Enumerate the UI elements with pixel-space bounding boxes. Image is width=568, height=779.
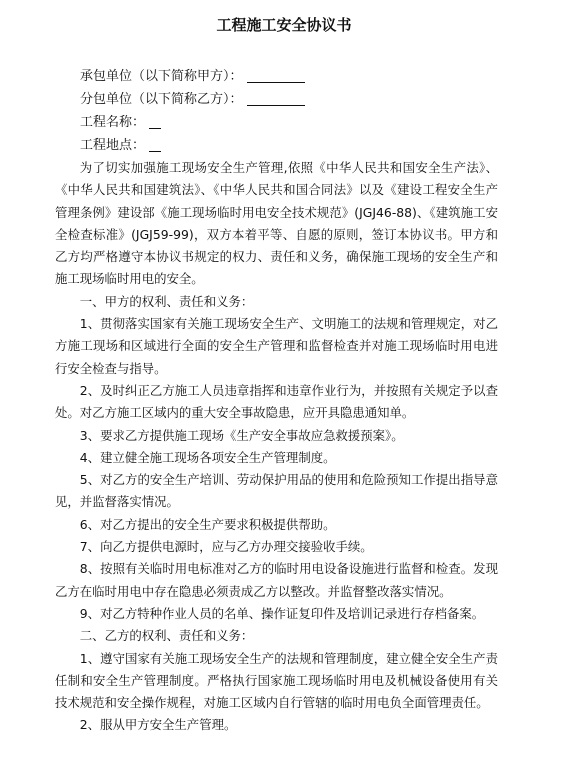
subcontractor-field: [80, 88, 568, 111]
contractor-field: [80, 65, 568, 88]
section-heading-party-b: 二、乙方的权利、责任和义务：: [79, 628, 254, 644]
clause-paragraph: 3、要求乙方提供施工现场《生产安全事故应急救援预案》。: [79, 427, 404, 443]
project-location-field: [80, 134, 568, 157]
clause-paragraph: 9、对乙方特种作业人员的名单、操作证复印件及培训记录进行存档备案。: [79, 605, 485, 621]
project-name-blank[interactable]: [149, 114, 161, 129]
project-location-blank[interactable]: [149, 137, 161, 152]
clause-paragraph: 1、贯彻落实国家有关施工现场安全生产、文明施工的法规和管理规定，对乙方施工现场和区域进行全面的安全生产管理和监督检查并对施工现场临时用电进行安全检查与指导。: [55, 316, 498, 376]
subcontractor-blank[interactable]: [247, 91, 305, 106]
clause-paragraph: 6、对乙方提出的安全生产要求积极提供帮助。: [79, 516, 336, 532]
project-name-label: 工程名称：: [80, 115, 146, 130]
project-name-field: [80, 111, 568, 134]
document-body: [55, 157, 498, 737]
contractor-label: 承包单位（以下简称甲方）：: [80, 69, 243, 84]
clause-paragraph: 4、建立健全施工现场各项安全生产管理制度。: [79, 449, 336, 465]
clause-paragraph: 8、按照有关临时用电标准对乙方的临时用电设备设施进行监督和检查。发现乙方在临时用电中存在隐患必须责成乙方以整改。并监督整改落实情况。: [55, 561, 498, 599]
preamble-paragraph: 为了切实加强施工现场安全生产管理,依照《中华人民共和国安全生产法》、《中华人民共和国建筑法》、《中华人民共和国合同法》以及《建设工程安全生产管理条例》建设部《施工现场临时用电安全技术规范》(JGJ46-88)、《建筑施工安全检查标准》(JGJ59-99)，双方本着平等、自愿的原则，签订本协议书。甲方和乙方均严格遵守本协议书规定的权力、责任和义务，确保施工现场的安全生产和施工现场临时用电的安全。: [55, 160, 498, 287]
clause-paragraph: 5、对乙方的安全生产培训、劳动保护用品的使用和危险预知工作提出指导意见，并监督落实情况。: [55, 472, 498, 510]
contractor-blank[interactable]: [247, 68, 305, 83]
subcontractor-label: 分包单位（以下简称乙方）：: [80, 92, 243, 107]
project-location-label: 工程地点：: [80, 138, 146, 153]
clause-paragraph: 2、服从甲方安全生产管理。: [79, 717, 237, 733]
document-title: 工程施工安全协议书: [216, 16, 352, 34]
section-heading-party-a: 一、甲方的权利、责任和义务：: [79, 293, 254, 309]
clause-paragraph: 7、向乙方提供电源时，应与乙方办理交接验收手续。: [79, 539, 373, 555]
clause-paragraph: 2、及时纠正乙方施工人员违章指挥和违章作业行为，并按照有关规定予以查处。对乙方施工区域内的重大安全事故隐患，应开具隐患通知单。: [55, 382, 498, 421]
clause-paragraph: 1、遵守国家有关施工现场安全生产的法规和管理制度，建立健全安全生产责任制和安全生产管理制度。严格执行国家施工现场临时用电及机械设备使用有关技术规范和安全操作规程，对施工区域内自行管辖的临时用电负全面管理责任。: [55, 650, 498, 711]
